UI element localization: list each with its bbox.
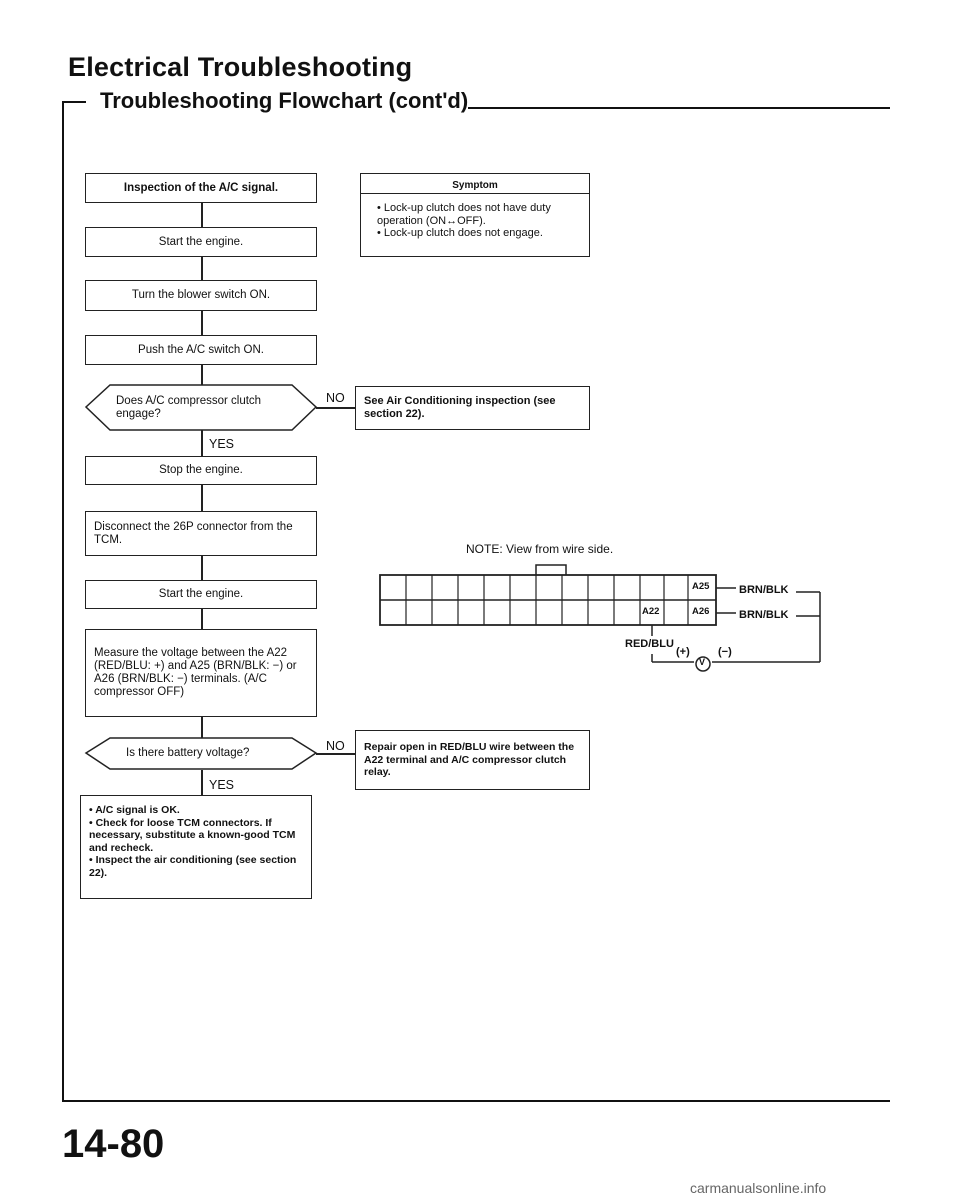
pin-a26-label: A26 <box>692 606 710 617</box>
meter-letter: V <box>699 657 706 667</box>
meter-plus-label: (+) <box>676 646 690 658</box>
no-action-text: See Air Conditioning inspection (see section 22). <box>364 395 556 420</box>
step-text: Start the engine. <box>158 235 244 248</box>
page-number: 14-80 <box>62 1122 165 1166</box>
result-item: • Inspect the air conditioning (see section 22). <box>89 854 297 879</box>
step-text: Inspection of the A/C signal. <box>123 181 279 194</box>
pin-a22-label: A22 <box>642 606 660 617</box>
symptom-item: • Lock-up clutch does not engage. <box>377 227 543 239</box>
watermark: carmanualsonline.info <box>690 1180 827 1196</box>
step-text: Stop the engine. <box>159 464 243 476</box>
step-text: Disconnect the 26P connector from the TCM. <box>94 520 293 546</box>
decision-battery-voltage: Is there battery voltage? <box>126 747 250 759</box>
symptom-heading: Symptom <box>361 174 589 194</box>
decision-compressor-clutch: Does A/C compressor clutch engage? <box>116 395 262 420</box>
decision1-yes-label: YES <box>209 437 235 451</box>
step-text: Measure the voltage between the A22 (RED/BLU: +) and A25 (BRN/BLK: −) or A26 (BRN/BLK: −) terminals. (A/C compressor OFF) <box>94 647 297 698</box>
decision2-yes-label: YES <box>209 778 235 792</box>
wire-a22-color: RED/BLU <box>625 638 674 650</box>
page-title: Electrical Troubleshooting <box>68 52 413 82</box>
wire-a26-color: BRN/BLK <box>739 609 789 621</box>
no-action-text: Repair open in RED/BLU wire between the A22 terminal and A/C compressor clutch relay. <box>364 741 575 779</box>
pin-a25-label: A25 <box>692 581 710 592</box>
step-text: Push the A/C switch ON. <box>138 343 264 356</box>
meter-minus-label: (−) <box>718 646 732 658</box>
result-item: • A/C signal is OK. <box>89 804 180 816</box>
wire-a25-color: BRN/BLK <box>739 584 789 596</box>
result-item: • Check for loose TCM connectors. If necessary, substitute a known-good TCM and recheck. <box>89 816 296 854</box>
step-text: Start the engine. <box>158 588 244 600</box>
step-text: Turn the blower switch ON. <box>131 289 271 301</box>
section-subtitle: Troubleshooting Flowchart (cont'd) <box>100 88 469 113</box>
decision1-no-label: NO <box>326 391 345 405</box>
decision2-no-label: NO <box>326 739 345 753</box>
symptom-item: • Lock-up clutch does not have duty operation (ON↔OFF). <box>377 202 551 227</box>
connector-note: NOTE: View from wire side. <box>466 542 614 556</box>
